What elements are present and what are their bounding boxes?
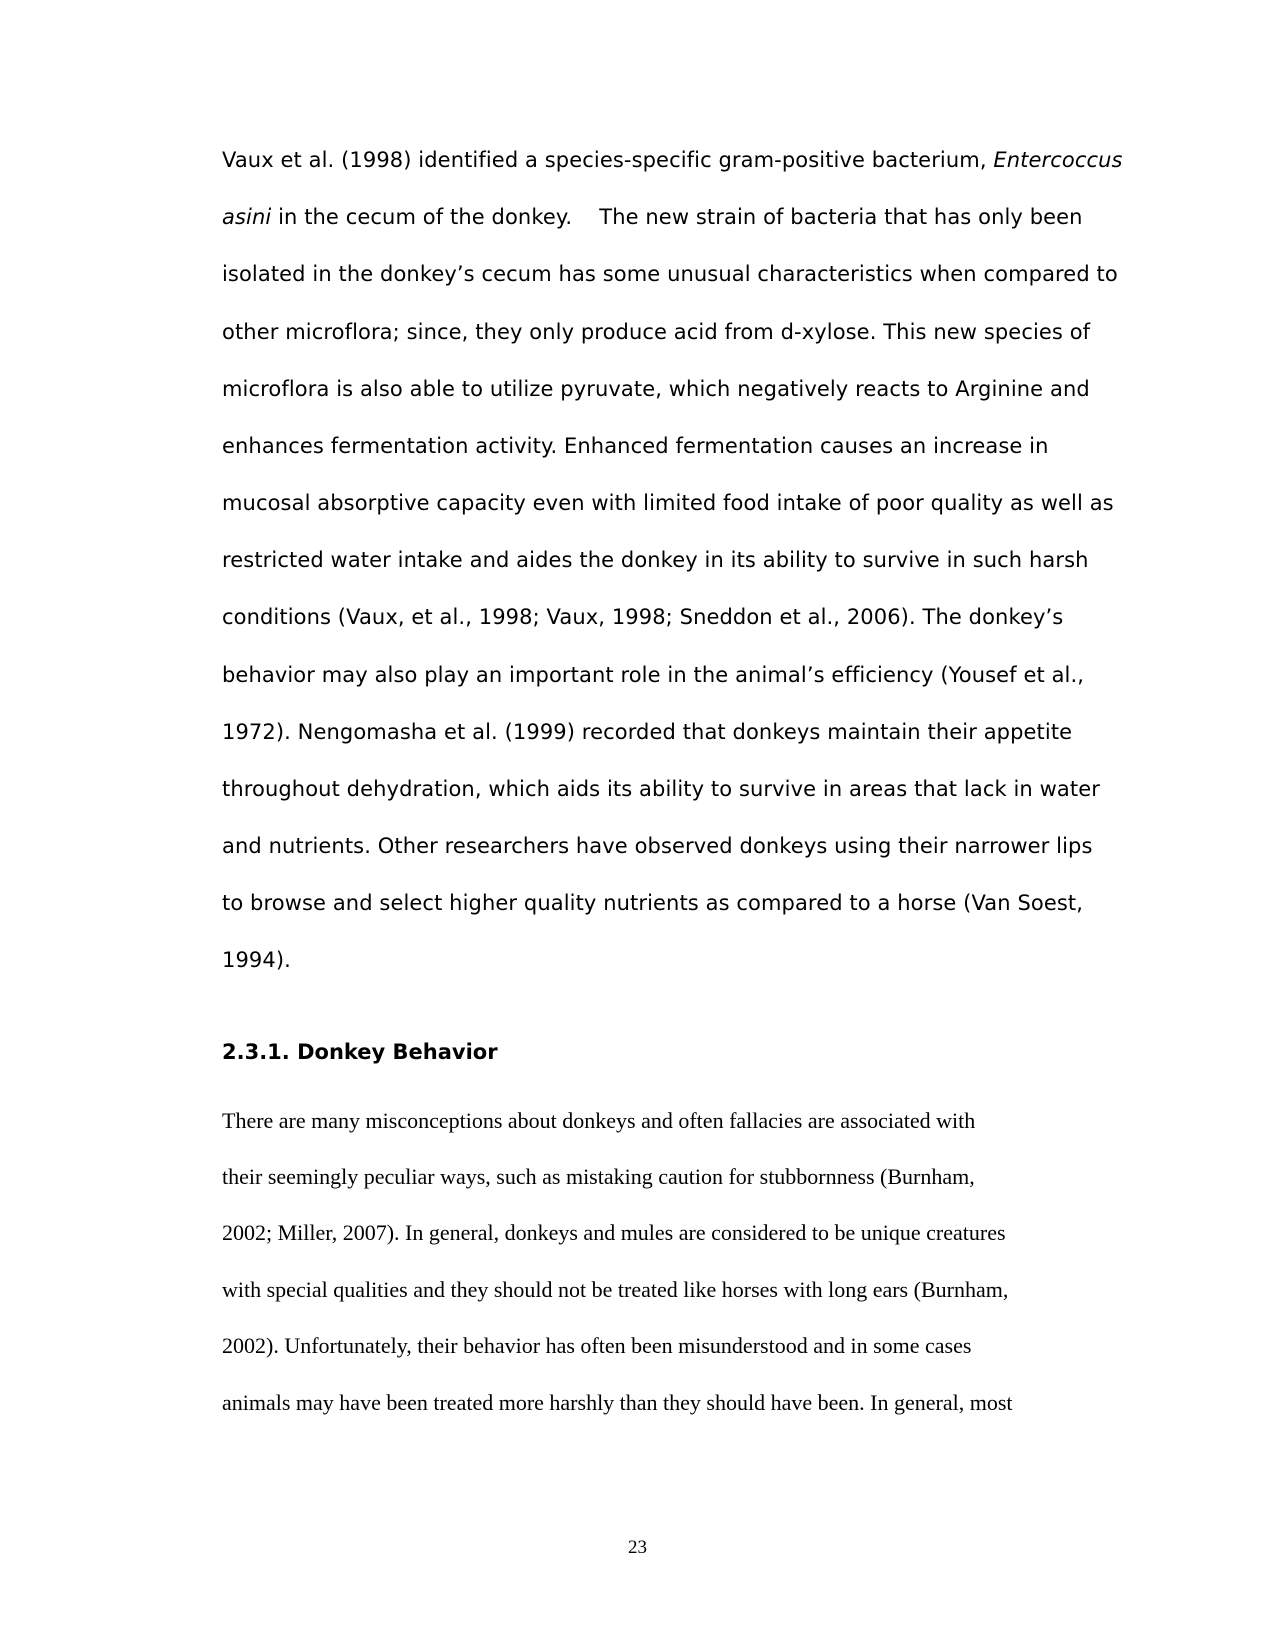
paragraph-line: their seemingly peculiar ways, such as mistaking caution for stubbornness (Burnham,	[222, 1164, 975, 1189]
paragraph-line: microflora is also able to utilize pyruvate, which negatively reacts to Arginine and	[222, 377, 1090, 401]
section-heading: 2.3.1. Donkey Behavior	[222, 1040, 498, 1064]
paragraph-line: to browse and select higher quality nutrients as compared to a horse (Van Soest,	[222, 891, 1083, 915]
paragraph-line: 2002). Unfortunately, their behavior has often been misunderstood and in some cases	[222, 1333, 972, 1358]
paragraph-line	[222, 205, 1083, 229]
text-segment: in the cecum of the donkey. The new strain of bacteria that has only been	[271, 205, 1083, 229]
italic-species-name: asini	[222, 205, 272, 229]
paragraph-line: conditions (Vaux, et al., 1998; Vaux, 1998; Sneddon et al., 2006). The donkey’s	[222, 605, 1064, 629]
paragraph-line: throughout dehydration, which aids its ability to survive in areas that lack in water	[222, 777, 1100, 801]
paragraph-line: and nutrients. Other researchers have observed donkeys using their narrower lips	[222, 834, 1093, 858]
page-number: 23	[628, 1537, 647, 1558]
italic-species-name: Entercoccus	[993, 148, 1123, 172]
paragraph-line: mucosal absorptive capacity even with limited food intake of poor quality as well as	[222, 491, 1114, 515]
paragraph-line: restricted water intake and aides the donkey in its ability to survive in such harsh	[222, 548, 1089, 572]
paragraph-line: 1994).	[222, 948, 291, 972]
paragraph-line: There are many misconceptions about donkeys and often fallacies are associated with	[222, 1108, 976, 1133]
paragraph-line: with special qualities and they should not be treated like horses with long ears (Burnham,	[222, 1277, 1009, 1302]
paragraph-line	[222, 148, 1123, 172]
paragraph-line: 2002; Miller, 2007). In general, donkeys and mules are considered to be unique creatures	[222, 1220, 1006, 1245]
paragraph-line: enhances fermentation activity. Enhanced fermentation causes an increase in	[222, 434, 1049, 458]
paragraph-line: other microflora; since, they only produce acid from d-xylose. This new species of	[222, 320, 1091, 344]
text-segment: Vaux et al. (1998) identified a species-specific gram-positive bacterium,	[222, 148, 994, 172]
paragraph-line: 1972). Nengomasha et al. (1999) recorded that donkeys maintain their appetite	[222, 720, 1073, 744]
paragraph-line: animals may have been treated more harshly than they should have been. In general, most	[222, 1390, 1013, 1415]
paragraph-line: behavior may also play an important role in the animal’s efficiency (Yousef et al.,	[222, 663, 1085, 687]
paragraph-line: isolated in the donkey’s cecum has some unusual characteristics when compared to	[222, 262, 1118, 286]
